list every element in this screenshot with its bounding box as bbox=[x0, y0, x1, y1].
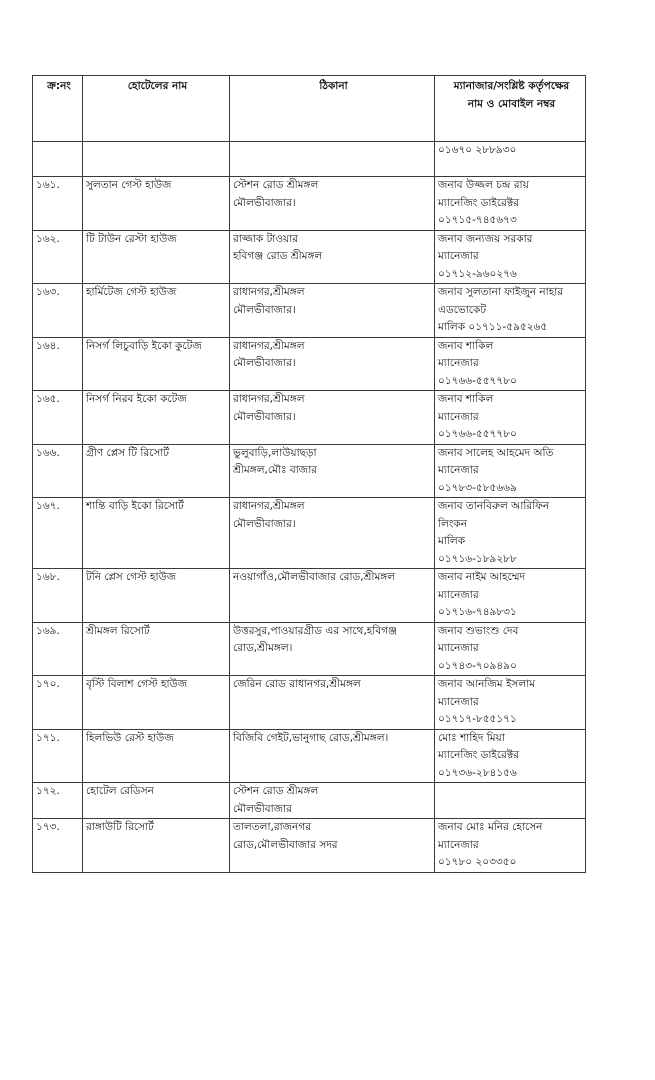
serial-number: ১৬২. bbox=[36, 232, 60, 245]
contact-cell bbox=[435, 177, 586, 231]
hotel-name-cell bbox=[83, 569, 230, 623]
serial-cell bbox=[33, 337, 83, 391]
contact-cell bbox=[435, 337, 586, 391]
address-line: রাধানগর,শ্রীমঙ্গল bbox=[233, 500, 305, 512]
contact-line: ০১৭৬৬-৫৫৭৭৮০ bbox=[438, 428, 517, 440]
contact-line: ম্যানেজার bbox=[438, 838, 479, 851]
contact-cell bbox=[435, 498, 586, 569]
address-line: রাজ্জাক টাওয়ার bbox=[233, 232, 299, 245]
hotel-name-cell bbox=[83, 622, 230, 676]
address-line: উত্তরসুর,পাওয়ারগ্রীড এর সাথে,হবিগঞ্জ bbox=[233, 624, 398, 637]
contact-line: এডভোকেট bbox=[438, 303, 487, 316]
address-line: মৌলভীবাজার bbox=[233, 802, 292, 815]
hotel-name: টনি প্লেস গেস্ট হাউজ bbox=[86, 571, 177, 583]
contact-line: জনাব উজ্জল চন্দ্র রায় bbox=[438, 179, 529, 191]
table-row bbox=[33, 337, 586, 391]
address-line: হবিগঞ্জ রোড শ্রীমঙ্গল bbox=[233, 250, 323, 262]
hotel-name-cell bbox=[83, 783, 230, 819]
address-line: স্টেশন রোড শ্রীমঙ্গল bbox=[233, 785, 319, 797]
contact-cell bbox=[435, 230, 586, 284]
contact-cell bbox=[435, 284, 586, 338]
address-cell bbox=[230, 177, 435, 231]
table-row bbox=[33, 569, 586, 623]
serial-cell bbox=[33, 676, 83, 730]
hotel-name-cell bbox=[83, 337, 230, 391]
table-row bbox=[33, 444, 586, 498]
hotel-name-cell bbox=[83, 498, 230, 569]
contact-line: ০১৭৮৩-৫৮৫৬৬৯ bbox=[438, 481, 517, 494]
header-text: হোটেলের নাম bbox=[127, 80, 188, 92]
header-manager-contact bbox=[435, 76, 586, 142]
contact-cell bbox=[435, 142, 586, 177]
table-row bbox=[33, 622, 586, 676]
hotel-name-cell bbox=[83, 284, 230, 338]
hotel-name-cell bbox=[83, 676, 230, 730]
serial-cell bbox=[33, 142, 83, 177]
serial-cell bbox=[33, 569, 83, 623]
table-body bbox=[33, 142, 586, 873]
table-row bbox=[33, 142, 586, 177]
contact-line: ০১৭৩৬-২৮৪১৫৬ bbox=[438, 766, 517, 779]
contact-line: জনাব মোঃ মনির হোসেন bbox=[438, 821, 543, 833]
contact-line: জনাব তানবিরুল আরিফিন bbox=[438, 500, 550, 512]
table-row bbox=[33, 783, 586, 819]
contact-line: ০১৭১৭-৮৫৫১৭১ bbox=[438, 713, 517, 725]
serial-cell bbox=[33, 622, 83, 676]
serial-cell bbox=[33, 391, 83, 445]
contact-line: ম্যানেজার bbox=[438, 410, 479, 423]
hotel-name: রাঙ্গাউটি রিসোর্ট bbox=[86, 821, 154, 833]
contact-line: ম্যানেজার bbox=[438, 357, 479, 369]
address-cell bbox=[230, 337, 435, 391]
address-line: ভুলুবাড়ি,লাউয়াছড়া bbox=[233, 446, 317, 459]
serial-cell bbox=[33, 444, 83, 498]
header-text: ম্যানাজার/সংশ্লিষ্ট কর্তৃপক্ষের bbox=[453, 80, 570, 92]
serial-number: ১৬৩. bbox=[36, 286, 60, 298]
contact-line: জনাব সুলতানা ফাইজুন নাহার bbox=[438, 286, 564, 298]
address-line: রোড,শ্রীমঙ্গল। bbox=[233, 642, 293, 654]
address-line: মৌলভীবাজার। bbox=[233, 357, 296, 369]
contact-line: ম্যানেজিং ডাইরেক্টর bbox=[438, 749, 520, 761]
contact-line: জনাব আনজিম ইসলাম bbox=[438, 678, 536, 690]
address-line: রাধানগর,শ্রীমঙ্গল bbox=[233, 339, 305, 352]
table-row bbox=[33, 230, 586, 284]
contact-line: মালিক bbox=[438, 535, 466, 547]
hotel-name: শ্রীমঙ্গল রিসোর্ট bbox=[86, 624, 150, 637]
header-text: ক্র:নং bbox=[47, 80, 71, 92]
hotel-table bbox=[32, 75, 586, 873]
serial-number: ১৬৯. bbox=[36, 624, 60, 637]
contact-line: মালিক ০১৭১১-৫৯৫২৬৫ bbox=[438, 321, 548, 333]
serial-cell bbox=[33, 284, 83, 338]
address-line: রোড,মৌলভীবাজার সদর bbox=[233, 838, 338, 851]
serial-number: ১৬১. bbox=[36, 179, 60, 191]
contact-line: ০১৭৮০ ২০৩৩৫০ bbox=[438, 856, 517, 868]
hotel-name: হিলভিউ রেস্ট হাউজ bbox=[86, 731, 174, 744]
address-cell bbox=[230, 783, 435, 819]
header-address bbox=[230, 76, 435, 142]
address-line: মৌলভীবাজার। bbox=[233, 196, 296, 209]
address-line: শ্রীমঙ্গল,মৌঃ বাজার bbox=[233, 464, 318, 476]
contact-line: ০১৭১৬-৭৪৯৮৩১ bbox=[438, 606, 517, 618]
contact-line: ম্যানেজার bbox=[438, 642, 479, 654]
header-serial bbox=[33, 76, 83, 142]
contact-line: জনাব জন্যজয় সরকার bbox=[438, 232, 533, 245]
hotel-name-cell bbox=[83, 142, 230, 177]
serial-number: ১৬৮. bbox=[36, 571, 60, 583]
header-text: ঠিকানা bbox=[319, 80, 348, 92]
contact-cell bbox=[435, 729, 586, 783]
contact-line: জনাব শাকিল bbox=[438, 393, 494, 405]
contact-cell bbox=[435, 783, 586, 819]
hotel-name-cell bbox=[83, 444, 230, 498]
contact-line: ০১৭৬৬-৫৫৭৭৮০ bbox=[438, 374, 517, 387]
contact-line: ০১৬৭০ ২৮৮৯৩০ bbox=[438, 144, 517, 156]
serial-number: ১৬৬. bbox=[36, 446, 60, 459]
table-header-row bbox=[33, 76, 586, 142]
table-row bbox=[33, 391, 586, 445]
hotel-name: টি টাউন রেস্টা হাউজ bbox=[86, 232, 177, 245]
table-row bbox=[33, 729, 586, 783]
address-cell bbox=[230, 230, 435, 284]
address-line: রাধানগর,শ্রীমঙ্গল bbox=[233, 286, 305, 298]
contact-line: মোঃ শাহিদ মিয়া bbox=[438, 731, 505, 744]
address-line: মৌলভীবাজার। bbox=[233, 303, 296, 316]
table-row bbox=[33, 498, 586, 569]
hotel-name: নিসর্গ নিরব ইকো কটেজ bbox=[86, 393, 187, 405]
serial-number: ১৬৫. bbox=[36, 393, 60, 405]
contact-line: লিংকন bbox=[438, 517, 467, 530]
address-cell bbox=[230, 142, 435, 177]
contact-line: ম্যানেজার bbox=[438, 588, 479, 601]
address-cell bbox=[230, 676, 435, 730]
address-line: নওয়াগাঁও,মৌলভীবাজার রোড,শ্রীমঙ্গল bbox=[233, 571, 396, 583]
table-row bbox=[33, 819, 586, 873]
table-row bbox=[33, 676, 586, 730]
header-text: নাম ও মোবাইল নম্বর bbox=[467, 98, 556, 110]
serial-cell bbox=[33, 819, 83, 873]
address-cell bbox=[230, 819, 435, 873]
contact-cell bbox=[435, 444, 586, 498]
serial-cell bbox=[33, 783, 83, 819]
hotel-name: হার্মিটেজ গেস্ট হাউজ bbox=[86, 286, 177, 298]
hotel-name: বৃস্টি বিলাশ গেস্ট হাউজ bbox=[86, 678, 188, 690]
contact-cell bbox=[435, 622, 586, 676]
hotel-name-cell bbox=[83, 391, 230, 445]
hotel-name: সুলতান গেস্ট হাউজ bbox=[86, 179, 172, 191]
address-cell bbox=[230, 284, 435, 338]
header-hotel-name bbox=[83, 76, 230, 142]
serial-cell bbox=[33, 729, 83, 783]
address-cell bbox=[230, 622, 435, 676]
table-row bbox=[33, 284, 586, 338]
contact-line: জনাব শুভাংশু দেব bbox=[438, 624, 519, 637]
address-line: মৌলভীবাজার। bbox=[233, 517, 296, 530]
address-line: বিজিবি গেইট,ভানুগাছ রোড,শ্রীমঙ্গল। bbox=[233, 731, 389, 744]
address-line: তালতলা,রাজনগর bbox=[233, 821, 311, 833]
hotel-name-cell bbox=[83, 230, 230, 284]
contact-line: ০১৭১৬-১৮৯২৮৮ bbox=[438, 552, 517, 565]
hotel-name: হোটেল রেডিসন bbox=[86, 785, 154, 797]
address-line: স্টেশন রোড শ্রীমঙ্গল bbox=[233, 179, 319, 191]
serial-number: ১৭২. bbox=[36, 785, 60, 797]
contact-line: ০১৭১৫-৭৪৫৬৭৩ bbox=[438, 214, 517, 226]
address-line: রাধানগর,শ্রীমঙ্গল bbox=[233, 393, 305, 405]
hotel-name: নিসর্গ লিচুবাড়ি ইকো কুটেজ bbox=[86, 339, 202, 352]
contact-line: ম্যানেজার bbox=[438, 464, 479, 476]
contact-line: জনাব সালেহ আহমেদ অতি bbox=[438, 446, 554, 459]
contact-line: জনাব নাইম আহম্মেদ bbox=[438, 571, 526, 583]
address-cell bbox=[230, 391, 435, 445]
contact-line: ম্যানেজার bbox=[438, 250, 479, 262]
address-cell bbox=[230, 569, 435, 623]
hotel-name: গ্রীণ প্লেস টি রিসোর্ট bbox=[86, 446, 170, 459]
serial-number: ১৭৩. bbox=[36, 821, 60, 833]
address-line: মৌলভীবাজার। bbox=[233, 410, 296, 423]
serial-cell bbox=[33, 177, 83, 231]
contact-cell bbox=[435, 391, 586, 445]
serial-number: ১৭০. bbox=[36, 678, 60, 690]
hotel-name-cell bbox=[83, 729, 230, 783]
address-cell bbox=[230, 498, 435, 569]
contact-cell bbox=[435, 676, 586, 730]
serial-number: ১৬৭. bbox=[36, 500, 60, 512]
serial-cell bbox=[33, 230, 83, 284]
address-cell bbox=[230, 729, 435, 783]
contact-cell bbox=[435, 569, 586, 623]
address-cell bbox=[230, 444, 435, 498]
address-line: জেরিন রোড রাধানগর,শ্রীমঙ্গল bbox=[233, 678, 361, 690]
serial-number: ১৭১. bbox=[36, 731, 60, 744]
contact-line: ম্যানেজার bbox=[438, 695, 479, 708]
hotel-name: শান্তি বাড়ি ইকো রিসোর্ট bbox=[86, 500, 184, 512]
contact-line: ম্যানেজিং ডাইরেক্টর bbox=[438, 196, 520, 209]
serial-number: ১৬৪. bbox=[36, 339, 60, 352]
hotel-name-cell bbox=[83, 177, 230, 231]
contact-line: ০১৭১২-৯৬০২৭৬ bbox=[438, 267, 517, 280]
hotel-name-cell bbox=[83, 819, 230, 873]
contact-cell bbox=[435, 819, 586, 873]
serial-cell bbox=[33, 498, 83, 569]
table-row bbox=[33, 177, 586, 231]
contact-line: জনাব শাকিল bbox=[438, 339, 494, 352]
contact-line: ০১৭৪৩-৭০৯৪৯০ bbox=[438, 659, 517, 672]
